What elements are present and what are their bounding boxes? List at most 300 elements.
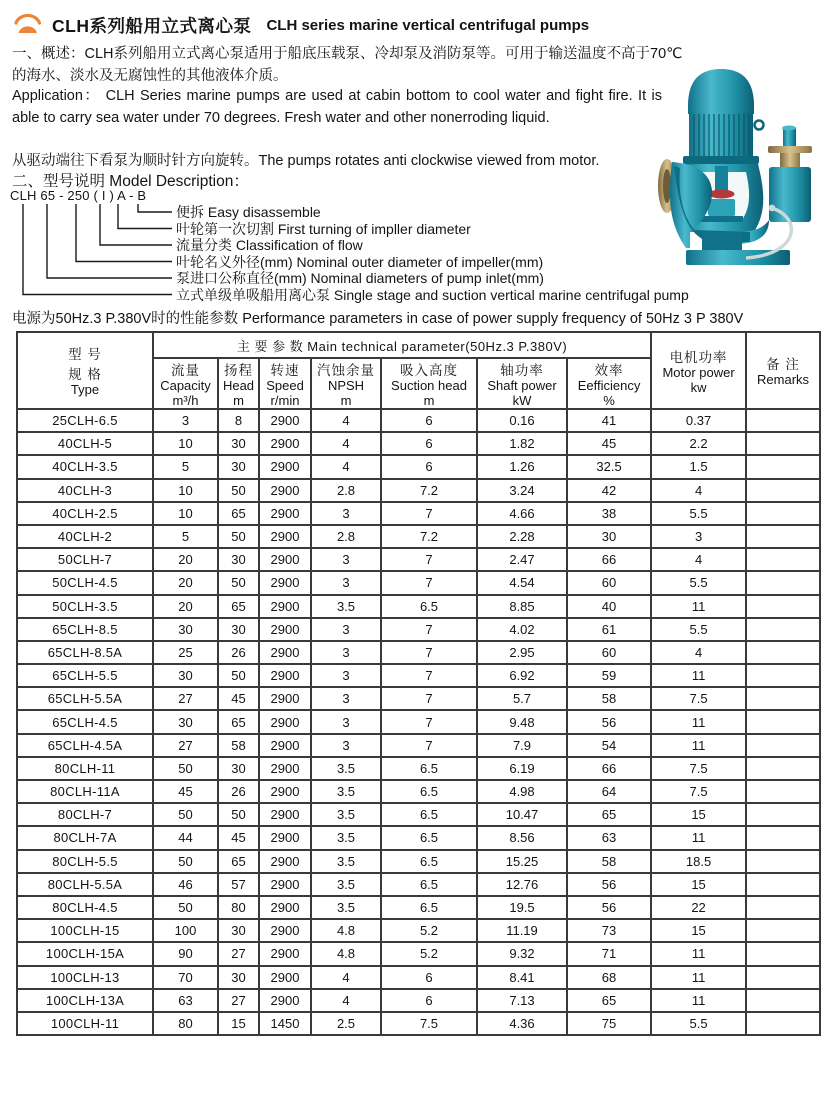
value-cell: 50	[218, 571, 259, 594]
value-cell: 30	[218, 455, 259, 478]
value-cell: 10	[153, 479, 218, 502]
value-cell: 0.16	[477, 409, 567, 432]
callout-flow-class: 流量分类 Classification of flow	[176, 237, 363, 253]
value-cell	[746, 803, 820, 826]
model-type-cell: 80CLH-7A	[17, 826, 153, 849]
value-cell: 27	[153, 687, 218, 710]
value-cell	[746, 850, 820, 873]
model-type-cell: 65CLH-4.5A	[17, 734, 153, 757]
value-cell: 6	[381, 455, 477, 478]
value-cell: 5.5	[651, 502, 746, 525]
value-cell: 27	[218, 989, 259, 1012]
model-type-cell: 40CLH-5	[17, 432, 153, 455]
value-cell: 60	[567, 571, 651, 594]
model-type-cell: 50CLH-4.5	[17, 571, 153, 594]
value-cell: 4	[311, 409, 381, 432]
value-cell: 3.5	[311, 826, 381, 849]
value-cell: 41	[567, 409, 651, 432]
value-cell: 65	[218, 710, 259, 733]
value-cell: 7.5	[651, 687, 746, 710]
value-cell: 3	[311, 548, 381, 571]
table-row	[17, 455, 820, 478]
value-cell: 2900	[259, 803, 311, 826]
value-cell: 9.48	[477, 710, 567, 733]
model-type-cell: 65CLH-8.5	[17, 618, 153, 641]
capacity-zh: 流量	[171, 363, 200, 378]
value-cell: 5.5	[651, 571, 746, 594]
value-cell	[746, 664, 820, 687]
value-cell: 3.5	[311, 595, 381, 618]
suction-zh: 吸入高度	[400, 363, 458, 378]
model-description-heading: 二、型号说明 Model Description：	[12, 173, 249, 190]
value-cell: 61	[567, 618, 651, 641]
model-type-cell: 100CLH-13A	[17, 989, 153, 1012]
value-cell: 2900	[259, 664, 311, 687]
col-header-efficiency	[567, 358, 651, 409]
efficiency-unit: %	[603, 392, 615, 408]
value-cell: 3	[311, 571, 381, 594]
value-cell: 59	[567, 664, 651, 687]
value-cell: 18.5	[651, 850, 746, 873]
value-cell	[746, 595, 820, 618]
value-cell: 6.5	[381, 826, 477, 849]
value-cell: 30	[218, 618, 259, 641]
value-cell	[746, 548, 820, 571]
value-cell: 2900	[259, 780, 311, 803]
value-cell: 2900	[259, 734, 311, 757]
value-cell: 8.85	[477, 595, 567, 618]
col-header-type	[17, 332, 153, 409]
value-cell: 3.5	[311, 850, 381, 873]
value-cell: 4.98	[477, 780, 567, 803]
value-cell: 5.5	[651, 1012, 746, 1035]
value-cell: 30	[218, 757, 259, 780]
value-cell: 3.5	[311, 803, 381, 826]
value-cell: 2900	[259, 618, 311, 641]
model-type-cell: 100CLH-13	[17, 966, 153, 989]
head-en: Head	[222, 378, 255, 393]
brand-arc-icon	[12, 12, 43, 39]
value-cell: 50	[153, 803, 218, 826]
suction-en: Suction head	[391, 378, 467, 393]
value-cell: 4.36	[477, 1012, 567, 1035]
model-type-cell: 40CLH-3	[17, 479, 153, 502]
value-cell: 10	[153, 502, 218, 525]
value-cell: 1450	[259, 1012, 311, 1035]
value-cell: 5	[153, 525, 218, 548]
value-cell: 45	[218, 826, 259, 849]
value-cell: 70	[153, 966, 218, 989]
speed-en: Speed	[266, 378, 304, 393]
callout-easy-disassemble: 便拆 Easy disassemble	[176, 204, 321, 220]
model-type-cell: 80CLH-11A	[17, 780, 153, 803]
value-cell: 15.25	[477, 850, 567, 873]
value-cell: 15	[218, 1012, 259, 1035]
col-header-head	[218, 358, 259, 409]
col-header-suction	[381, 358, 477, 409]
value-cell: 56	[567, 710, 651, 733]
table-row	[17, 966, 820, 989]
table-row	[17, 641, 820, 664]
capacity-unit: m³/h	[172, 392, 199, 408]
table-row	[17, 919, 820, 942]
value-cell: 8.56	[477, 826, 567, 849]
value-cell: 75	[567, 1012, 651, 1035]
value-cell: 7	[381, 710, 477, 733]
value-cell: 7.5	[651, 757, 746, 780]
value-cell: 58	[567, 687, 651, 710]
value-cell: 2.95	[477, 641, 567, 664]
value-cell: 6.92	[477, 664, 567, 687]
value-cell: 32.5	[567, 455, 651, 478]
value-cell: 2900	[259, 571, 311, 594]
value-cell: 4	[311, 966, 381, 989]
value-cell: 6.5	[381, 595, 477, 618]
page-header	[12, 12, 589, 39]
value-cell: 2.8	[311, 479, 381, 502]
value-cell	[746, 942, 820, 965]
value-cell: 5	[153, 455, 218, 478]
value-cell: 3	[311, 734, 381, 757]
value-cell: 54	[567, 734, 651, 757]
value-cell: 4	[311, 989, 381, 1012]
efficiency-en: Eefficiency	[577, 378, 641, 393]
motor-header-zh: 电机功率	[669, 350, 728, 365]
value-cell: 71	[567, 942, 651, 965]
value-cell: 2900	[259, 687, 311, 710]
table-row	[17, 409, 820, 432]
model-type-cell: 40CLH-2	[17, 525, 153, 548]
value-cell: 30	[153, 664, 218, 687]
shaft-en: Shaft power	[487, 378, 557, 393]
table-row	[17, 432, 820, 455]
value-cell: 6.5	[381, 803, 477, 826]
model-type-cell: 100CLH-15	[17, 919, 153, 942]
value-cell: 6.5	[381, 780, 477, 803]
value-cell: 22	[651, 896, 746, 919]
value-cell	[746, 455, 820, 478]
value-cell: 7	[381, 502, 477, 525]
type-header-zh2: 规 格	[68, 367, 102, 383]
value-cell: 2900	[259, 989, 311, 1012]
table-row	[17, 850, 820, 873]
value-cell: 20	[153, 571, 218, 594]
value-cell: 2900	[259, 850, 311, 873]
value-cell: 9.32	[477, 942, 567, 965]
model-type-cell: 65CLH-8.5A	[17, 641, 153, 664]
value-cell: 26	[218, 641, 259, 664]
value-cell: 44	[153, 826, 218, 849]
value-cell: 4	[651, 641, 746, 664]
value-cell: 4.54	[477, 571, 567, 594]
model-type-cell: 80CLH-7	[17, 803, 153, 826]
value-cell: 2900	[259, 595, 311, 618]
table-row	[17, 571, 820, 594]
value-cell: 3	[651, 525, 746, 548]
value-cell: 7	[381, 571, 477, 594]
value-cell: 45	[567, 432, 651, 455]
col-header-speed	[259, 358, 311, 409]
value-cell: 6	[381, 966, 477, 989]
value-cell	[746, 618, 820, 641]
value-cell: 4	[651, 479, 746, 502]
value-cell: 3.5	[311, 896, 381, 919]
value-cell: 46	[153, 873, 218, 896]
value-cell: 4.02	[477, 618, 567, 641]
callout-pump-inlet: 泵进口公称直径(mm) Nominal diameters of pump inlet(mm)	[176, 270, 544, 286]
value-cell: 2900	[259, 873, 311, 896]
motor-header-en: Motor power	[662, 365, 735, 380]
value-cell: 11	[651, 664, 746, 687]
value-cell: 80	[153, 1012, 218, 1035]
model-type-cell: 80CLH-5.5A	[17, 873, 153, 896]
value-cell: 4	[651, 548, 746, 571]
table-row	[17, 780, 820, 803]
value-cell: 40	[567, 595, 651, 618]
value-cell: 7.5	[651, 780, 746, 803]
model-type-cell: 80CLH-4.5	[17, 896, 153, 919]
value-cell: 4.8	[311, 919, 381, 942]
model-type-cell: 100CLH-15A	[17, 942, 153, 965]
value-cell: 65	[567, 989, 651, 1012]
model-code: CLH 65 - 250 ( I ) A - B	[10, 188, 147, 203]
value-cell: 6.5	[381, 850, 477, 873]
value-cell: 50	[153, 896, 218, 919]
value-cell: 4	[311, 455, 381, 478]
head-zh: 扬程	[224, 363, 253, 378]
remarks-header-zh: 备 注	[766, 357, 800, 373]
model-code-diagram	[10, 188, 689, 308]
model-type-cell: 80CLH-11	[17, 757, 153, 780]
value-cell: 4.8	[311, 942, 381, 965]
value-cell: 11	[651, 826, 746, 849]
value-cell: 5.5	[651, 618, 746, 641]
value-cell: 6.5	[381, 873, 477, 896]
value-cell: 11	[651, 942, 746, 965]
value-cell: 5.2	[381, 942, 477, 965]
callout-impeller-diameter: 叶轮名义外径(mm) Nominal outer diameter of impeller(mm)	[176, 253, 544, 270]
value-cell: 50	[218, 525, 259, 548]
value-cell: 2.2	[651, 432, 746, 455]
value-cell: 2900	[259, 942, 311, 965]
value-cell: 50	[153, 850, 218, 873]
col-header-remarks	[746, 332, 820, 409]
value-cell: 65	[567, 803, 651, 826]
table-row	[17, 479, 820, 502]
value-cell: 57	[218, 873, 259, 896]
value-cell: 2900	[259, 479, 311, 502]
value-cell: 50	[153, 757, 218, 780]
value-cell: 3	[311, 687, 381, 710]
value-cell: 68	[567, 966, 651, 989]
table-row	[17, 734, 820, 757]
value-cell: 6.5	[381, 757, 477, 780]
speed-zh: 转速	[270, 363, 300, 378]
table-row	[17, 873, 820, 896]
value-cell	[746, 989, 820, 1012]
table-row	[17, 502, 820, 525]
value-cell: 3	[311, 502, 381, 525]
table-row	[17, 1012, 820, 1035]
table-row	[17, 803, 820, 826]
value-cell: 3	[153, 409, 218, 432]
value-cell: 2.5	[311, 1012, 381, 1035]
npsh-zh: 汽蚀余量	[317, 363, 375, 378]
value-cell: 65	[218, 502, 259, 525]
value-cell: 26	[218, 780, 259, 803]
pump-photo	[650, 62, 830, 276]
value-cell: 0.37	[651, 409, 746, 432]
value-cell: 63	[153, 989, 218, 1012]
main-parameter-header: 主 要 参 数 Main technical parameter(50Hz.3 P.380V)	[153, 332, 651, 358]
value-cell: 2900	[259, 919, 311, 942]
value-cell: 25	[153, 641, 218, 664]
value-cell: 73	[567, 919, 651, 942]
model-type-cell: 40CLH-2.5	[17, 502, 153, 525]
value-cell: 2.8	[311, 525, 381, 548]
value-cell: 15	[651, 803, 746, 826]
value-cell: 15	[651, 919, 746, 942]
value-cell: 6.5	[381, 896, 477, 919]
value-cell: 30	[218, 432, 259, 455]
pump-table-body	[17, 409, 820, 1035]
col-header-npsh	[311, 358, 381, 409]
capacity-en: Capacity	[160, 378, 211, 393]
value-cell: 65	[218, 595, 259, 618]
table-row	[17, 989, 820, 1012]
table-header-row-1	[17, 332, 820, 358]
value-cell: 30	[218, 966, 259, 989]
value-cell: 1.26	[477, 455, 567, 478]
value-cell: 7.2	[381, 479, 477, 502]
table-row	[17, 710, 820, 733]
value-cell: 19.5	[477, 896, 567, 919]
value-cell: 90	[153, 942, 218, 965]
model-type-cell: 100CLH-11	[17, 1012, 153, 1035]
value-cell: 1.82	[477, 432, 567, 455]
performance-note: 电源为50Hz.3 P.380V时的性能参数 Performance parameters in case of power supply frequency of 50Hz 3 P 380V	[12, 311, 744, 327]
value-cell: 64	[567, 780, 651, 803]
value-cell: 30	[218, 548, 259, 571]
value-cell: 7.13	[477, 989, 567, 1012]
parameter-table	[16, 331, 821, 1036]
value-cell: 66	[567, 757, 651, 780]
npsh-unit: m	[340, 392, 352, 408]
value-cell: 3	[311, 710, 381, 733]
value-cell: 27	[218, 942, 259, 965]
value-cell: 2900	[259, 710, 311, 733]
table-row	[17, 664, 820, 687]
value-cell: 50	[218, 803, 259, 826]
value-cell	[746, 641, 820, 664]
value-cell: 20	[153, 595, 218, 618]
page-title-en: CLH series marine vertical centrifugal pumps	[266, 17, 590, 34]
value-cell: 58	[218, 734, 259, 757]
value-cell: 3	[311, 664, 381, 687]
value-cell: 27	[153, 734, 218, 757]
callout-pump-type: 立式单级单吸船用离心泵 Single stage and suction vertical marine centrifugal pump	[176, 286, 689, 303]
value-cell: 11	[651, 595, 746, 618]
model-type-cell: 25CLH-6.5	[17, 409, 153, 432]
type-header-en: Type	[70, 382, 100, 398]
value-cell: 2900	[259, 826, 311, 849]
value-cell: 2900	[259, 409, 311, 432]
value-cell: 7	[381, 641, 477, 664]
pump-illustration	[650, 62, 830, 276]
value-cell: 4	[311, 432, 381, 455]
value-cell: 2900	[259, 455, 311, 478]
value-cell: 7	[381, 734, 477, 757]
value-cell: 80	[218, 896, 259, 919]
shaft-zh: 轴功率	[500, 363, 544, 378]
value-cell	[746, 571, 820, 594]
value-cell: 100	[153, 919, 218, 942]
value-cell: 7	[381, 618, 477, 641]
value-cell: 3.24	[477, 479, 567, 502]
value-cell: 3.5	[311, 757, 381, 780]
npsh-en: NPSH	[327, 378, 365, 393]
value-cell: 12.76	[477, 873, 567, 896]
value-cell: 20	[153, 548, 218, 571]
value-cell: 58	[567, 850, 651, 873]
value-cell: 66	[567, 548, 651, 571]
value-cell: 7	[381, 664, 477, 687]
value-cell: 7	[381, 548, 477, 571]
value-cell	[746, 734, 820, 757]
value-cell	[746, 919, 820, 942]
value-cell: 45	[153, 780, 218, 803]
value-cell: 30	[567, 525, 651, 548]
value-cell: 30	[153, 710, 218, 733]
value-cell: 7.9	[477, 734, 567, 757]
value-cell	[746, 432, 820, 455]
value-cell: 63	[567, 826, 651, 849]
value-cell	[746, 826, 820, 849]
value-cell: 11.19	[477, 919, 567, 942]
callout-first-turning: 叶轮第一次切割 First turning of impller diameter	[176, 220, 471, 237]
value-cell: 7.2	[381, 525, 477, 548]
value-cell: 38	[567, 502, 651, 525]
col-header-shaft-power	[477, 358, 567, 409]
value-cell: 7.5	[381, 1012, 477, 1035]
table-row	[17, 896, 820, 919]
value-cell: 2900	[259, 641, 311, 664]
table-row	[17, 595, 820, 618]
value-cell: 11	[651, 710, 746, 733]
table-row	[17, 618, 820, 641]
speed-unit: r/min	[270, 392, 300, 408]
value-cell	[746, 525, 820, 548]
suction-unit: m	[423, 392, 435, 408]
model-type-cell: 65CLH-5.5	[17, 664, 153, 687]
value-cell: 2900	[259, 966, 311, 989]
application-paragraph: Application： CLH Series marine pumps are used at cabin bottom to cool water and fight fire. It is able to carry sea water under 70 degrees. Fresh water and other nonerroding liquid.	[12, 88, 662, 126]
value-cell: 56	[567, 873, 651, 896]
value-cell	[746, 710, 820, 733]
table-row	[17, 525, 820, 548]
value-cell: 4.66	[477, 502, 567, 525]
value-cell: 7	[381, 687, 477, 710]
value-cell: 2900	[259, 432, 311, 455]
value-cell: 2900	[259, 502, 311, 525]
value-cell: 30	[153, 618, 218, 641]
table-row	[17, 687, 820, 710]
value-cell: 56	[567, 896, 651, 919]
value-cell: 11	[651, 989, 746, 1012]
value-cell	[746, 780, 820, 803]
shaft-unit: kW	[512, 392, 532, 408]
value-cell: 2900	[259, 525, 311, 548]
